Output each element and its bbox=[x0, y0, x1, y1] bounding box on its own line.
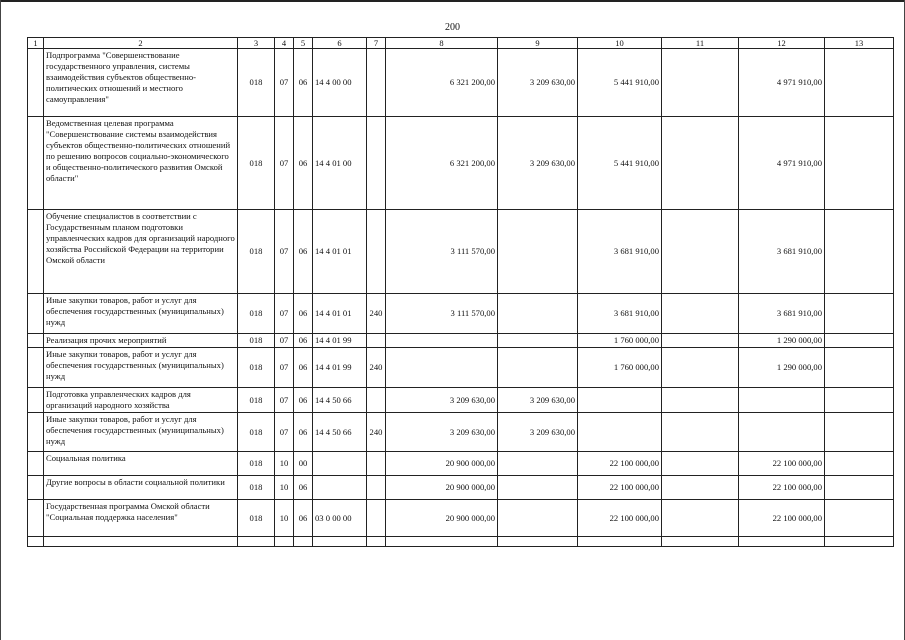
cell-col-11 bbox=[662, 334, 739, 348]
cell-col-10: 3 681 910,00 bbox=[578, 294, 662, 334]
cell-col-12: 22 100 000,00 bbox=[739, 452, 825, 476]
column-header: 8 bbox=[386, 38, 498, 49]
cell-col-9 bbox=[498, 348, 578, 388]
cell-col-8: 3 209 630,00 bbox=[386, 413, 498, 452]
empty-cell bbox=[275, 537, 294, 547]
table-row bbox=[28, 334, 894, 348]
column-header: 7 bbox=[367, 38, 386, 49]
cell-col-7 bbox=[367, 210, 386, 294]
column-header: 4 bbox=[275, 38, 294, 49]
empty-cell bbox=[294, 537, 313, 547]
row-number-cell bbox=[28, 388, 44, 413]
column-header: 3 bbox=[238, 38, 275, 49]
cell-col-8: 20 900 000,00 bbox=[386, 452, 498, 476]
cell-col-5: 06 bbox=[294, 388, 313, 413]
cell-col-3: 018 bbox=[238, 210, 275, 294]
cell-col-5: 06 bbox=[294, 476, 313, 500]
cell-col-5: 06 bbox=[294, 294, 313, 334]
page-left-border bbox=[0, 0, 1, 640]
cell-col-4: 07 bbox=[275, 348, 294, 388]
cell-col-8 bbox=[386, 348, 498, 388]
cell-col-9 bbox=[498, 476, 578, 500]
cell-col-13 bbox=[825, 413, 894, 452]
cell-col-9: 3 209 630,00 bbox=[498, 388, 578, 413]
cell-col-9 bbox=[498, 452, 578, 476]
table-row bbox=[28, 294, 894, 334]
cell-col-5: 06 bbox=[294, 210, 313, 294]
cell-col-13 bbox=[825, 117, 894, 210]
cell-col-5: 00 bbox=[294, 452, 313, 476]
cell-col-11 bbox=[662, 210, 739, 294]
cell-col-7: 240 bbox=[367, 413, 386, 452]
cell-col-10: 22 100 000,00 bbox=[578, 476, 662, 500]
cell-col-13 bbox=[825, 334, 894, 348]
cell-col-8: 3 111 570,00 bbox=[386, 294, 498, 334]
cell-col-4: 07 bbox=[275, 117, 294, 210]
cell-col-9 bbox=[498, 500, 578, 537]
empty-cell bbox=[367, 537, 386, 547]
cell-col-13 bbox=[825, 210, 894, 294]
cell-col-8: 6 321 200,00 bbox=[386, 117, 498, 210]
page-number: 200 bbox=[445, 22, 460, 33]
cell-col-3: 018 bbox=[238, 452, 275, 476]
row-name: Обучение специалистов в соответствии с Государственным планом подготовки управленческих кадров для организаций народного хозяйства Российской Федерации на территории Омской области bbox=[44, 210, 238, 294]
cell-col-4: 07 bbox=[275, 294, 294, 334]
empty-cell bbox=[386, 537, 498, 547]
table-row bbox=[28, 413, 894, 452]
cell-col-6: 14 4 01 99 bbox=[313, 334, 367, 348]
cell-col-9 bbox=[498, 334, 578, 348]
cell-col-7: 240 bbox=[367, 348, 386, 388]
table-row bbox=[28, 500, 894, 537]
column-header: 12 bbox=[739, 38, 825, 49]
column-header: 9 bbox=[498, 38, 578, 49]
cell-col-6: 14 4 01 00 bbox=[313, 117, 367, 210]
cell-col-10: 22 100 000,00 bbox=[578, 452, 662, 476]
row-name: Иные закупки товаров, работ и услуг для обеспечения государственных (муниципальных) нужд bbox=[44, 294, 238, 334]
cell-col-13 bbox=[825, 476, 894, 500]
empty-cell bbox=[238, 537, 275, 547]
cell-col-10: 1 760 000,00 bbox=[578, 348, 662, 388]
empty-cell bbox=[662, 537, 739, 547]
cell-col-9: 3 209 630,00 bbox=[498, 117, 578, 210]
row-name: Ведомственная целевая программа "Совершенствование системы взаимодействия субъектов общественно-политических отношений по решению вопросов социально-экономического и общественно-политического развития Омской области" bbox=[44, 117, 238, 210]
table-row bbox=[28, 49, 894, 117]
row-name: Социальная политика bbox=[44, 452, 238, 476]
page-top-border bbox=[0, 0, 905, 2]
budget-table bbox=[27, 37, 894, 547]
cell-col-13 bbox=[825, 388, 894, 413]
cell-col-11 bbox=[662, 294, 739, 334]
cell-col-10: 3 681 910,00 bbox=[578, 210, 662, 294]
cell-col-3: 018 bbox=[238, 348, 275, 388]
cell-col-11 bbox=[662, 117, 739, 210]
cell-col-3: 018 bbox=[238, 413, 275, 452]
row-name: Подпрограмма "Совершенствование государственного управления, системы взаимодействия субъектов общественно-политических отношений и местного самоуправления" bbox=[44, 49, 238, 117]
cell-col-8 bbox=[386, 334, 498, 348]
row-number-cell bbox=[28, 348, 44, 388]
cell-col-12: 4 971 910,00 bbox=[739, 49, 825, 117]
column-header: 10 bbox=[578, 38, 662, 49]
cell-col-6 bbox=[313, 452, 367, 476]
cell-col-4: 07 bbox=[275, 413, 294, 452]
cell-col-12: 22 100 000,00 bbox=[739, 500, 825, 537]
row-number-cell bbox=[28, 210, 44, 294]
table-row bbox=[28, 348, 894, 388]
cell-col-12: 1 290 000,00 bbox=[739, 334, 825, 348]
column-header: 11 bbox=[662, 38, 739, 49]
cell-col-7 bbox=[367, 49, 386, 117]
cell-col-3: 018 bbox=[238, 117, 275, 210]
row-name: Иные закупки товаров, работ и услуг для обеспечения государственных (муниципальных) нужд bbox=[44, 413, 238, 452]
row-number-cell bbox=[28, 334, 44, 348]
cell-col-10: 1 760 000,00 bbox=[578, 334, 662, 348]
column-header: 6 bbox=[313, 38, 367, 49]
cell-col-9 bbox=[498, 294, 578, 334]
cell-col-4: 07 bbox=[275, 210, 294, 294]
cell-col-3: 018 bbox=[238, 49, 275, 117]
cell-col-13 bbox=[825, 452, 894, 476]
cell-col-8: 3 209 630,00 bbox=[386, 388, 498, 413]
cell-col-7 bbox=[367, 388, 386, 413]
table-row bbox=[28, 210, 894, 294]
cell-col-13 bbox=[825, 348, 894, 388]
empty-cell bbox=[498, 537, 578, 547]
cell-col-3: 018 bbox=[238, 294, 275, 334]
cell-col-6: 14 4 50 66 bbox=[313, 413, 367, 452]
cell-col-5: 06 bbox=[294, 49, 313, 117]
row-name: Другие вопросы в области социальной политики bbox=[44, 476, 238, 500]
cell-col-12: 3 681 910,00 bbox=[739, 210, 825, 294]
table-row bbox=[28, 388, 894, 413]
cell-col-5: 06 bbox=[294, 500, 313, 537]
row-name: Реализация прочих мероприятий bbox=[44, 334, 238, 348]
header-row bbox=[28, 38, 894, 49]
row-number-cell bbox=[28, 49, 44, 117]
cell-col-4: 10 bbox=[275, 476, 294, 500]
cell-col-6: 14 4 50 66 bbox=[313, 388, 367, 413]
row-number-cell bbox=[28, 413, 44, 452]
empty-tail-row bbox=[28, 537, 894, 547]
cell-col-3: 018 bbox=[238, 476, 275, 500]
cell-col-4: 10 bbox=[275, 500, 294, 537]
cell-col-7 bbox=[367, 476, 386, 500]
cell-col-5: 06 bbox=[294, 348, 313, 388]
cell-col-12 bbox=[739, 413, 825, 452]
cell-col-4: 10 bbox=[275, 452, 294, 476]
cell-col-10: 22 100 000,00 bbox=[578, 500, 662, 537]
cell-col-12: 1 290 000,00 bbox=[739, 348, 825, 388]
cell-col-3: 018 bbox=[238, 388, 275, 413]
cell-col-11 bbox=[662, 500, 739, 537]
cell-col-9: 3 209 630,00 bbox=[498, 413, 578, 452]
cell-col-5: 06 bbox=[294, 117, 313, 210]
cell-col-12 bbox=[739, 388, 825, 413]
cell-col-4: 07 bbox=[275, 334, 294, 348]
row-name: Подготовка управленческих кадров для организаций народного хозяйства bbox=[44, 388, 238, 413]
cell-col-10: 5 441 910,00 bbox=[578, 49, 662, 117]
cell-col-4: 07 bbox=[275, 388, 294, 413]
cell-col-11 bbox=[662, 49, 739, 117]
cell-col-6: 03 0 00 00 bbox=[313, 500, 367, 537]
empty-cell bbox=[739, 537, 825, 547]
cell-col-6: 14 4 00 00 bbox=[313, 49, 367, 117]
cell-col-6 bbox=[313, 476, 367, 500]
row-number-cell bbox=[28, 476, 44, 500]
cell-col-7 bbox=[367, 500, 386, 537]
cell-col-13 bbox=[825, 294, 894, 334]
table-row bbox=[28, 117, 894, 210]
row-name: Государственная программа Омской области "Социальная поддержка населения" bbox=[44, 500, 238, 537]
table-row bbox=[28, 452, 894, 476]
empty-cell bbox=[825, 537, 894, 547]
row-number-cell bbox=[28, 294, 44, 334]
column-header: 13 bbox=[825, 38, 894, 49]
empty-cell bbox=[44, 537, 238, 547]
row-number-cell bbox=[28, 500, 44, 537]
row-number-cell bbox=[28, 452, 44, 476]
cell-col-8: 20 900 000,00 bbox=[386, 500, 498, 537]
table-row bbox=[28, 476, 894, 500]
column-header: 1 bbox=[28, 38, 44, 49]
cell-col-7 bbox=[367, 117, 386, 210]
column-header: 5 bbox=[294, 38, 313, 49]
cell-col-12: 3 681 910,00 bbox=[739, 294, 825, 334]
empty-cell bbox=[28, 537, 44, 547]
cell-col-6: 14 4 01 01 bbox=[313, 210, 367, 294]
cell-col-12: 4 971 910,00 bbox=[739, 117, 825, 210]
cell-col-10 bbox=[578, 388, 662, 413]
row-number-cell bbox=[28, 117, 44, 210]
cell-col-11 bbox=[662, 413, 739, 452]
cell-col-7: 240 bbox=[367, 294, 386, 334]
cell-col-5: 06 bbox=[294, 413, 313, 452]
cell-col-11 bbox=[662, 388, 739, 413]
cell-col-8: 3 111 570,00 bbox=[386, 210, 498, 294]
cell-col-9: 3 209 630,00 bbox=[498, 49, 578, 117]
empty-cell bbox=[313, 537, 367, 547]
cell-col-10 bbox=[578, 413, 662, 452]
cell-col-3: 018 bbox=[238, 500, 275, 537]
cell-col-11 bbox=[662, 452, 739, 476]
cell-col-8: 20 900 000,00 bbox=[386, 476, 498, 500]
cell-col-10: 5 441 910,00 bbox=[578, 117, 662, 210]
cell-col-4: 07 bbox=[275, 49, 294, 117]
cell-col-9 bbox=[498, 210, 578, 294]
cell-col-13 bbox=[825, 49, 894, 117]
cell-col-11 bbox=[662, 476, 739, 500]
cell-col-8: 6 321 200,00 bbox=[386, 49, 498, 117]
cell-col-6: 14 4 01 01 bbox=[313, 294, 367, 334]
row-name: Иные закупки товаров, работ и услуг для обеспечения государственных (муниципальных) нужд bbox=[44, 348, 238, 388]
cell-col-13 bbox=[825, 500, 894, 537]
cell-col-5: 06 bbox=[294, 334, 313, 348]
empty-cell bbox=[578, 537, 662, 547]
cell-col-7 bbox=[367, 334, 386, 348]
column-header: 2 bbox=[44, 38, 238, 49]
cell-col-12: 22 100 000,00 bbox=[739, 476, 825, 500]
cell-col-11 bbox=[662, 348, 739, 388]
cell-col-6: 14 4 01 99 bbox=[313, 348, 367, 388]
cell-col-3: 018 bbox=[238, 334, 275, 348]
cell-col-7 bbox=[367, 452, 386, 476]
